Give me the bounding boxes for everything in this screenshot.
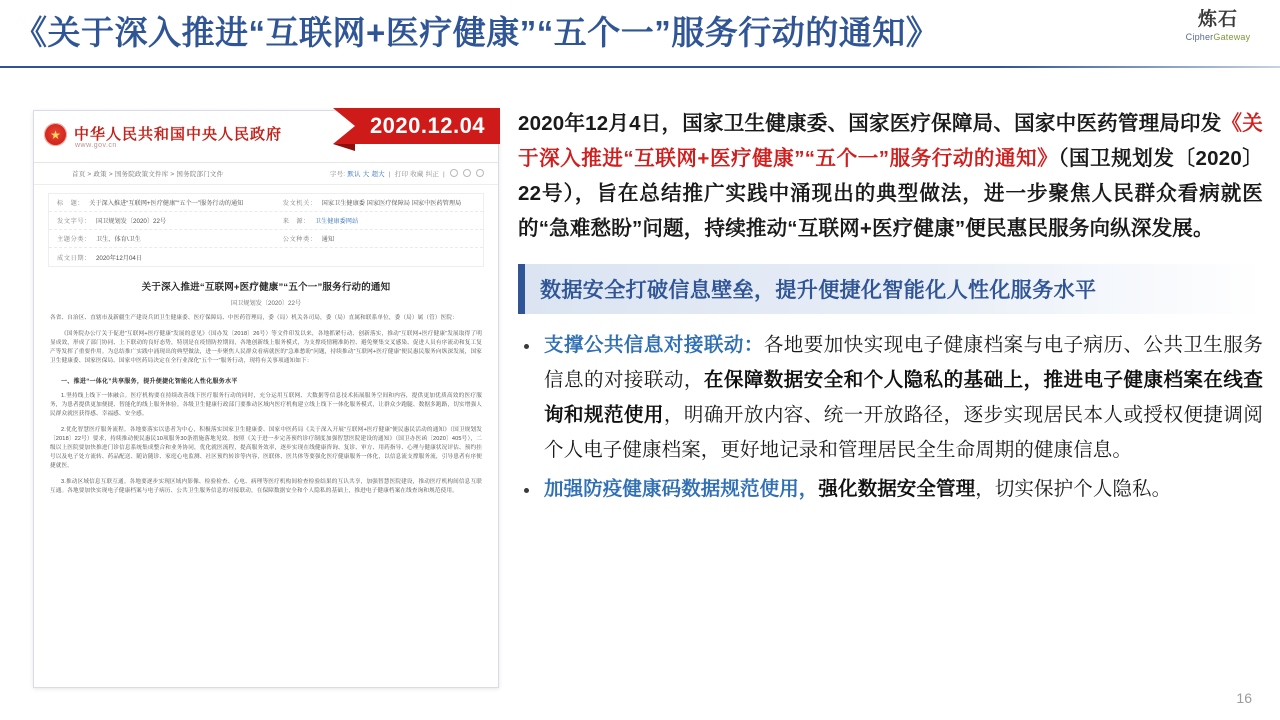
font-size-label: 字号:	[329, 171, 346, 178]
document-paragraph: 各省、自治区、直辖市及新疆生产建设兵团卫生健康委、医疗保障局、中医药管理局，委（局）机关各司局，委（局）直属和联系单位，委（局）属（管）医院：	[50, 315, 458, 321]
list-item	[518, 328, 1263, 468]
intro-paragraph	[518, 106, 1263, 246]
meta-cell	[57, 216, 283, 225]
table-row	[49, 194, 483, 212]
meta-value: 关于深入推进“互联网+医疗健康”“五个一”服务行动的通知	[89, 200, 244, 207]
document-body	[34, 267, 498, 496]
page-title: 《关于深入推进“互联网+医疗健康”“五个一”服务行动的通知》	[14, 14, 940, 51]
logo-en-text	[1170, 33, 1266, 42]
meta-value: 通知	[321, 236, 335, 243]
meta-cell	[57, 234, 283, 243]
meta-value: 国卫规划发〔2020〕22号	[95, 218, 167, 225]
gov-site-name: 中华人民共和国中央人民政府	[74, 126, 283, 143]
meta-key: 标 题：	[57, 200, 85, 207]
section-banner	[518, 264, 1263, 314]
collect-button[interactable]: 收藏	[410, 171, 424, 178]
gov-site-url: www.gov.cn	[75, 142, 117, 149]
document-screenshot	[33, 110, 499, 688]
document-paragraph: 《国务院办公厅关于促进“互联网+医疗健康”发展的意见》（国办发〔2018〕26号）等文件印发以来，各地抓紧行动、创新落实，推动“互联网+医疗健康”发展取得了明显成效，形成了部门协同、上下联动的良好态势，特别是在疫情防控期间，各地创新线上服务模式，为支撑疫情精准防控、避免聚集交叉感染、促进人员有序流动和复工复产等发挥了重要作用。为总结推广实践中涌现出的典型做法，进一步聚焦人民群众看病就医的“急难愁盼”问题，持续推动“互联网+医疗健康”便民惠民服务向纵深发展，国家卫生健康委、国家医保局、国家中医药局决定在全行业深化“五个一”服务行动，现将有关事项通知如下：	[50, 331, 482, 364]
share-wechat-icon[interactable]	[463, 169, 471, 177]
table-row	[49, 248, 483, 266]
breadcrumb[interactable]: 首页 > 政策 > 国务院政策文件库 > 国务院部门文件	[72, 171, 224, 178]
tool-sep: |	[386, 171, 393, 178]
page-number: 16	[1236, 690, 1252, 706]
logo-cn-text: 炼石	[1197, 9, 1238, 30]
intro-text-1: 2020年12月4日，国家卫生健康委、国家医疗保障局、国家中医药管理局印发	[518, 112, 1222, 135]
brand-logo	[1170, 10, 1266, 42]
share-weibo-icon[interactable]	[450, 169, 458, 177]
document-section-heading: 一、推进“一体化”共享服务，提升便捷化智能化人性化服务水平	[61, 379, 238, 385]
meta-value: 2020年12月04日	[95, 254, 143, 262]
date-badge: 2020.12.04	[355, 108, 500, 144]
logo-en-a: Cipher	[1185, 32, 1214, 42]
document-paragraph: 3.推动区域信息互联互通。各地要逐步实现区域内影像、检验检查、心电、病理等医疗机构间检查检验结果的互认共享，加强智慧医院建设，推动医疗机构间信息互联互通。各地要加快实现电子健康档案与电子病历、公共卫生服务信息的对接联动，在保障数据安全和个人隐私的基础上，推进电子健康档案在线查询和规范使用。	[50, 479, 482, 494]
meta-value: 国家卫生健康委 国家医疗保障局 国家中医药管理局	[321, 200, 462, 207]
meta-value-link[interactable]: 卫生健康委网站	[314, 218, 359, 225]
meta-cell	[283, 198, 462, 207]
gov-toolbar	[34, 163, 498, 185]
meta-value: 卫生、体育\卫生	[95, 236, 141, 243]
list-item	[518, 472, 1263, 507]
title-divider	[0, 66, 1280, 68]
tool-sep2: |	[441, 171, 445, 178]
document-paragraph: 2.优化智慧医疗服务流程。各地要落实以患者为中心，积极落实国家卫生健康委、国家中医药局《关于深入开展“互联网+医疗健康”便民惠民活动的通知》（国卫规划发〔2018〕22号）要求，持续推动便民惠民10项服务30条措施落地见效。按照《关于进一步完善预约诊疗制度加强智慧医院建设的通知》（国卫办医函〔2020〕405号），二级以上医院要加快推进门诊信息系统集成整合和业务协同，优化就医流程，提高服务效率，逐步实现在线健康咨询、复诊、审方、用药指导、心理与健康状况评估、预约挂号以及电子处方流转、药品配送、随访随诊、家庭心电监测、社区预约转诊等内容，医联体、医共体等要强化医疗健康服务一体化，以信息流支撑服务流，引导患者有序便捷就医。	[50, 427, 482, 469]
banner-heading: 数据安全打破信息壁垒，提升便捷化智能化人性化服务水平	[540, 279, 1097, 302]
font-size-options[interactable]: 默认 大 超大	[347, 171, 385, 178]
right-content-column	[518, 106, 1263, 511]
bullet-bold: 强化数据安全管理	[818, 478, 976, 500]
table-row	[49, 230, 483, 248]
document-paragraph: 1.坚持线上线下一体融合。医疗机构要在持续改善线下医疗服务行动的同时，充分运用互联网、大数据等信息技术拓展服务空间和内容，提供更加优质高效的医疗服务，为患者提供更加便捷、智能化的线上服务体验。各级卫生健康行政部门要推动区域内医疗机构建立线上线下一体化服务模式，让群众少跑腿、数据多跑路，切实增强人民群众就医获得感、幸福感、安全感。	[50, 393, 482, 417]
bullet-text-2: ，切实保护个人隐私。	[975, 478, 1172, 500]
logo-en-b: Gateway	[1213, 32, 1251, 42]
banner-accent-bar	[518, 264, 525, 314]
bullet-text-1: 各地要加快实现电子健康档案与电子病历、公共卫生服务信息的对接联动，	[544, 334, 1263, 391]
meta-key: 发文机关：	[282, 200, 317, 207]
meta-key: 发文字号：	[57, 218, 91, 225]
table-row	[49, 212, 483, 230]
meta-key: 来 源：	[282, 218, 310, 225]
intro-text-2: （国卫规划发〔2020〕22号），旨在总结推广实践中涌现出的典型做法，进一步聚焦人民群众看病就医的“急难愁盼”问题，持续推动“互联网+医疗健康”便民惠民服务向纵深发展。	[518, 147, 1263, 240]
bullet-lead: 支撑公共信息对接联动：	[544, 334, 764, 356]
meta-key: 主题分类：	[57, 236, 91, 243]
comment-button[interactable]: 纠正	[425, 171, 440, 178]
meta-cell	[283, 234, 334, 243]
meta-cell	[283, 216, 358, 225]
meta-cell	[57, 253, 283, 262]
intro-highlight: 《关于深入推进“互联网+医疗健康”“五个一”服务行动的通知》	[518, 112, 1263, 170]
bullet-lead: 加强防疫健康码数据规范使用，	[544, 478, 819, 500]
document-doc-number: 国卫规划发〔2020〕22号	[230, 300, 302, 307]
national-emblem-icon	[44, 123, 67, 146]
meta-cell	[57, 198, 283, 207]
bullet-bold: 在保障数据安全和个人隐私的基础上，推进电子健康档案在线查询和规范使用	[544, 369, 1263, 426]
bullet-text-2: ，明确开放内容、统一开放路径，逐步实现居民本人或授权便捷调阅个人电子健康档案，更好地记录和管理居民全生命周期的健康信息。	[544, 404, 1263, 461]
document-title: 关于深入推进“互联网+医疗健康”“五个一”服务行动的通知	[141, 282, 391, 293]
meta-key: 公文种类：	[282, 236, 317, 243]
document-meta-table	[48, 193, 484, 267]
doc-tools[interactable]	[330, 169, 484, 178]
share-more-icon[interactable]	[476, 169, 484, 177]
bullet-list	[518, 328, 1263, 507]
print-button[interactable]: 打印	[394, 171, 409, 178]
meta-key: 成文日期：	[57, 254, 91, 262]
